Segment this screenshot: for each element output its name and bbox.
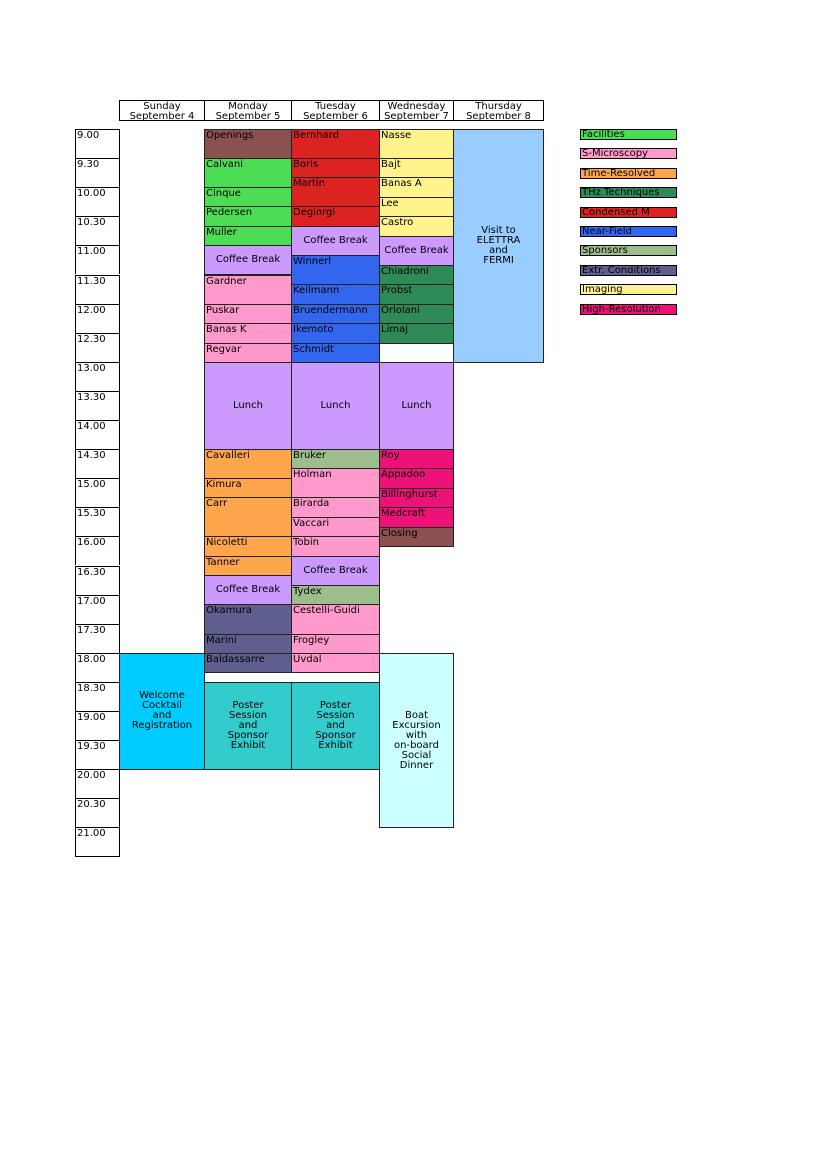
session-label-line: Sponsor bbox=[227, 730, 269, 742]
day-name: Wednesday bbox=[387, 101, 446, 112]
session-label: Tobin bbox=[293, 537, 319, 549]
session-block bbox=[204, 653, 292, 673]
session-block bbox=[379, 449, 454, 469]
session-block bbox=[379, 468, 454, 489]
session-block bbox=[379, 488, 454, 508]
time-slot-label: 9.30 bbox=[75, 158, 120, 187]
session-label: Regvar bbox=[206, 343, 242, 355]
session-label: Tydex bbox=[293, 585, 322, 597]
day-date: September 8 bbox=[466, 111, 531, 122]
session-block bbox=[291, 517, 380, 537]
day-name: Thursday bbox=[475, 101, 522, 112]
session-label-line: Coffee Break bbox=[215, 584, 281, 596]
session-block bbox=[291, 653, 380, 673]
session-block bbox=[204, 187, 292, 207]
time-slot-label: 16.00 bbox=[75, 536, 120, 565]
time-slot-label: 17.00 bbox=[75, 595, 120, 624]
session-label: Birarda bbox=[293, 498, 330, 510]
legend-item: Sponsors bbox=[580, 245, 677, 256]
legend-item: Imaging bbox=[580, 284, 677, 295]
session-block bbox=[204, 323, 292, 344]
time-slot-label: 16.30 bbox=[75, 566, 120, 595]
session-label: Marini bbox=[206, 634, 237, 646]
session-block bbox=[291, 449, 380, 469]
session-label: Banas A bbox=[381, 178, 422, 190]
legend-item: Near-Field bbox=[580, 226, 677, 237]
session-block bbox=[379, 304, 454, 324]
time-slot-label: 19.30 bbox=[75, 740, 120, 769]
time-slot-label: 19.00 bbox=[75, 711, 120, 740]
session-block bbox=[204, 245, 292, 275]
session-block bbox=[291, 323, 380, 344]
session-block bbox=[204, 449, 292, 479]
session-label-line: Lunch bbox=[233, 399, 263, 411]
session-block bbox=[204, 634, 292, 654]
day-header bbox=[204, 100, 292, 121]
session-block bbox=[291, 177, 380, 207]
session-block bbox=[291, 604, 380, 634]
session-label: Martin bbox=[293, 178, 325, 190]
session-label-line: Cocktail bbox=[142, 700, 182, 712]
time-slot-label: 10.00 bbox=[75, 187, 120, 216]
legend-item: Condensed M bbox=[580, 207, 677, 218]
session-label: Holman bbox=[293, 469, 332, 481]
session-label: Nicoletti bbox=[206, 537, 248, 549]
session-label-line: and bbox=[326, 720, 345, 732]
session-label: Keilmann bbox=[293, 285, 340, 297]
session-block bbox=[204, 343, 292, 363]
session-label-line: Poster bbox=[319, 700, 352, 712]
time-slot-label: 9.00 bbox=[75, 129, 120, 158]
session-block bbox=[119, 653, 205, 770]
time-slot-label: 15.30 bbox=[75, 507, 120, 536]
session-block bbox=[291, 468, 380, 498]
session-label-line: Coffee Break bbox=[384, 244, 449, 256]
session-label: Carr bbox=[206, 498, 228, 510]
day-header bbox=[453, 100, 544, 121]
day-date: September 7 bbox=[384, 111, 449, 122]
legend-item: S-Microscopy bbox=[580, 148, 677, 159]
session-label: Banas K bbox=[206, 323, 247, 335]
legend-item: THz Techniques bbox=[580, 187, 677, 198]
session-label: Okamura bbox=[206, 605, 252, 617]
session-block bbox=[379, 323, 454, 344]
time-slot-label: 15.00 bbox=[75, 478, 120, 507]
session-block bbox=[291, 536, 380, 556]
time-slot-label: 17.30 bbox=[75, 624, 120, 653]
session-block bbox=[379, 216, 454, 236]
time-slot-label: 11.30 bbox=[75, 275, 120, 304]
time-slot-label: 18.00 bbox=[75, 653, 120, 682]
session-block bbox=[453, 129, 544, 363]
time-slot-label: 10.30 bbox=[75, 216, 120, 245]
session-label: Bruendermann bbox=[293, 304, 368, 316]
session-label: Bernhard bbox=[293, 130, 340, 141]
session-label-line: Visit to bbox=[481, 224, 516, 236]
session-label: Kimura bbox=[206, 479, 242, 491]
time-slot-label: 13.00 bbox=[75, 362, 120, 391]
session-block bbox=[379, 177, 454, 198]
session-block bbox=[204, 129, 292, 159]
time-slot-label: 20.00 bbox=[75, 769, 120, 798]
day-date: September 4 bbox=[129, 111, 195, 122]
legend-item: Facilities bbox=[580, 129, 677, 140]
session-label-line: Sponsor bbox=[315, 730, 356, 742]
session-label-line: Session bbox=[228, 710, 268, 722]
session-block bbox=[291, 158, 380, 178]
session-label: Schmidt bbox=[293, 343, 334, 355]
session-block bbox=[379, 653, 454, 829]
session-label-line: with bbox=[405, 729, 428, 741]
session-block bbox=[379, 284, 454, 304]
session-label-line: ELETTRA bbox=[476, 234, 521, 246]
time-slot-label: 13.30 bbox=[75, 391, 120, 420]
time-slot-label: 21.00 bbox=[75, 827, 120, 857]
session-label-line: Coffee Break bbox=[215, 254, 281, 266]
session-label-line: Coffee Break bbox=[303, 564, 368, 576]
session-block bbox=[291, 362, 380, 450]
session-label: Tanner bbox=[206, 556, 240, 568]
session-label-line: Dinner bbox=[399, 759, 434, 771]
session-label: Degiorgi bbox=[293, 207, 336, 219]
session-label: Vaccari bbox=[293, 518, 330, 530]
session-block bbox=[379, 265, 454, 286]
session-label: Probst bbox=[381, 285, 413, 297]
session-block bbox=[291, 556, 380, 586]
day-name: Tuesday bbox=[315, 101, 356, 112]
session-block bbox=[204, 575, 292, 605]
session-block bbox=[291, 284, 380, 304]
session-label-line: Excursion bbox=[392, 719, 441, 731]
day-name: Sunday bbox=[143, 101, 181, 112]
time-slot-label: 11.00 bbox=[75, 245, 120, 274]
session-label-line: Session bbox=[316, 710, 355, 722]
day-name: Monday bbox=[228, 101, 268, 112]
session-label-line: Boat bbox=[404, 709, 428, 721]
session-label-line: and bbox=[152, 710, 172, 722]
session-label: Closing bbox=[381, 527, 418, 539]
session-block bbox=[204, 497, 292, 537]
session-block bbox=[379, 236, 454, 266]
session-label: Cinque bbox=[206, 188, 241, 200]
session-label: Puskar bbox=[206, 304, 240, 316]
session-label: Medcraft bbox=[381, 508, 426, 520]
session-block bbox=[291, 585, 380, 606]
session-block bbox=[291, 634, 380, 654]
session-block bbox=[204, 206, 292, 227]
session-block bbox=[204, 275, 292, 305]
session-block bbox=[291, 497, 380, 518]
day-date: September 5 bbox=[215, 111, 281, 122]
session-label-line: Exhibit bbox=[230, 740, 266, 752]
time-slot-label: 20.30 bbox=[75, 798, 120, 827]
session-label: Nasse bbox=[381, 130, 412, 141]
session-label: Bajt bbox=[381, 159, 401, 171]
session-label-line: Lunch bbox=[320, 399, 351, 411]
session-label: Appadoo bbox=[381, 469, 426, 481]
time-slot-label: 18.30 bbox=[75, 682, 120, 711]
session-block bbox=[379, 197, 454, 217]
session-block bbox=[291, 226, 380, 256]
session-block bbox=[204, 556, 292, 577]
session-label: Chiadroni bbox=[381, 265, 429, 277]
session-label-line: Welcome bbox=[139, 690, 185, 702]
session-block bbox=[204, 682, 292, 770]
session-label: Frogley bbox=[293, 634, 330, 646]
legend-item: High-Resolution bbox=[580, 304, 677, 315]
session-label: Cestelli-Guidi bbox=[293, 605, 360, 617]
session-label-line: Coffee Break bbox=[303, 235, 368, 247]
session-label: Billinghurst bbox=[381, 489, 438, 501]
session-label: Winnerl bbox=[293, 256, 332, 268]
session-label: Boris bbox=[293, 159, 319, 171]
time-slot-label: 12.00 bbox=[75, 304, 120, 333]
day-header bbox=[379, 100, 454, 121]
session-label: Cavalleri bbox=[206, 450, 250, 462]
session-label-line: Social bbox=[401, 749, 432, 761]
session-label-line: Exhibit bbox=[318, 740, 353, 752]
session-label: Lee bbox=[381, 198, 399, 210]
day-header bbox=[119, 100, 205, 121]
session-label: Muller bbox=[206, 227, 237, 239]
session-block bbox=[291, 304, 380, 324]
session-block bbox=[204, 304, 292, 324]
session-block bbox=[291, 206, 380, 227]
session-block bbox=[204, 536, 292, 556]
session-label-line: FERMI bbox=[483, 254, 514, 266]
session-block bbox=[291, 129, 380, 159]
session-label: Gardner bbox=[206, 275, 247, 287]
session-label: Castro bbox=[381, 217, 414, 229]
session-block bbox=[204, 226, 292, 246]
session-label: Baldassarre bbox=[206, 653, 265, 665]
session-label: Openings bbox=[206, 130, 254, 141]
session-label: Calvani bbox=[206, 159, 244, 171]
session-block bbox=[291, 255, 380, 285]
session-label-line: on-board bbox=[394, 739, 439, 751]
session-block bbox=[291, 343, 380, 363]
session-label-line: Poster bbox=[232, 700, 264, 712]
session-block bbox=[204, 362, 292, 450]
session-label: Pedersen bbox=[206, 207, 253, 219]
session-label: Ikemoto bbox=[293, 323, 334, 335]
session-label: Limaj bbox=[381, 323, 408, 335]
session-block bbox=[204, 604, 292, 634]
session-label: Uvdal bbox=[293, 653, 322, 665]
session-label: Roy bbox=[381, 450, 400, 462]
session-block bbox=[379, 158, 454, 178]
session-block bbox=[204, 158, 292, 188]
time-slot-label: 12.30 bbox=[75, 333, 120, 362]
legend-item: Extr. Conditions bbox=[580, 265, 677, 276]
legend-item: Time-Resolved bbox=[580, 168, 677, 179]
time-slot-label: 14.30 bbox=[75, 449, 120, 478]
session-label-line: Registration bbox=[131, 720, 193, 732]
session-block bbox=[291, 682, 380, 770]
day-date: September 6 bbox=[303, 111, 368, 122]
session-label-line: Lunch bbox=[401, 399, 432, 411]
session-label: Orlolani bbox=[381, 304, 420, 316]
session-label-line: and bbox=[489, 244, 508, 256]
session-block bbox=[379, 129, 454, 159]
session-label: Bruker bbox=[293, 450, 327, 462]
session-block bbox=[204, 478, 292, 498]
session-block bbox=[379, 527, 454, 548]
session-block bbox=[379, 362, 454, 450]
session-block bbox=[379, 507, 454, 527]
session-label-line: and bbox=[238, 720, 258, 732]
day-header bbox=[291, 100, 380, 121]
time-slot-label: 14.00 bbox=[75, 420, 120, 449]
